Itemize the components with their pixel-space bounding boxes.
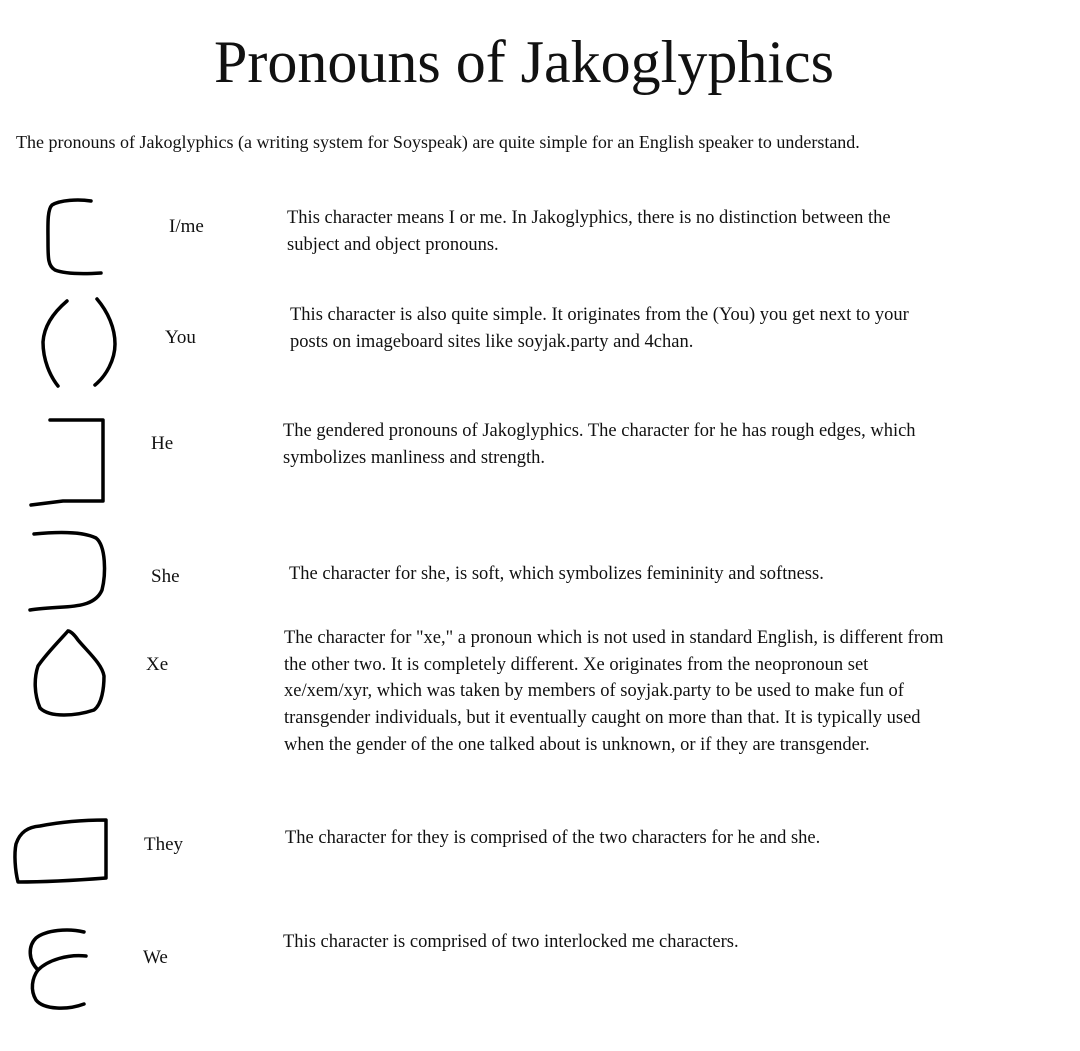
closed-box-glyph-icon [10,814,114,890]
pronoun-description-she: The character for she, is soft, which symbolizes femininity and softness. [289,564,824,584]
pronoun-label-they: They [144,834,184,855]
pronoun-description-you: This character is also quite simple. It originates from the (You) you get next to your posts on imageboard sites like soyjak.party and 4chan. [290,305,909,352]
pronoun-label-he: He [151,433,174,454]
pronoun-description-xe: The character for "xe," a pronoun which is not used in standard English, is different from the other two. It is completely different. Xe originates from the neopronoun set xe/xem/xyr, which was taken by members of soyjak.party to be used to make fun of transgender individuals, but it eventually caught on more than that. It is typically used when the gender of the one talked about is unknown, or if they are transgender. [284,628,944,755]
pronoun-description-they: The character for they is comprised of the two characters for he and she. [285,828,821,848]
page-title: Pronouns of Jakoglyphics [214,29,834,95]
square-cup-glyph-icon [27,414,113,512]
pronoun-description-he: The gendered pronouns of Jakoglyphics. The character for he has rough edges, which symbolizes manliness and strength. [283,421,916,468]
round-cup-glyph-icon [24,528,114,618]
pronoun-label-we: We [143,947,168,968]
interlocked-c-glyph-icon [24,924,96,1016]
c-shape-glyph-icon [40,196,110,280]
pronoun-label-i-me: I/me [169,216,204,237]
pronoun-label-she: She [151,566,180,587]
intro-paragraph: The pronouns of Jakoglyphics (a writing system for Soyspeak) are quite simple for an English speaker to understand. [16,132,860,152]
parentheses-glyph-icon [36,294,126,394]
drop-glyph-icon [30,626,112,720]
pronoun-description-i-me: This character means I or me. In Jakoglyphics, there is no distinction between the subject and object pronouns. [287,208,891,255]
pronoun-description-we: This character is comprised of two interlocked me characters. [283,932,739,952]
pronoun-label-xe: Xe [146,654,169,675]
pronoun-label-you: You [165,327,196,348]
